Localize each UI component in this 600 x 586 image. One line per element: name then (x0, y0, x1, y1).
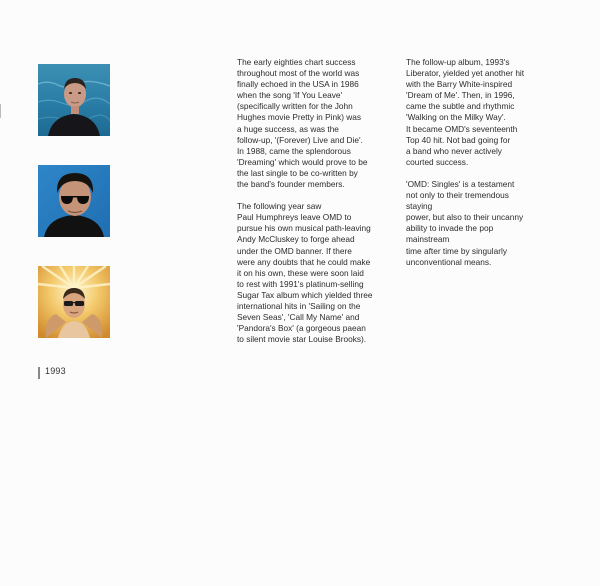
portrait-photo-sea (38, 64, 110, 136)
text-column-right (406, 57, 536, 279)
portrait-sun-rays-icon (38, 266, 110, 338)
portrait-sea-icon (38, 64, 110, 136)
year-label: 1993 (45, 366, 66, 376)
year-marker-bar (38, 367, 40, 379)
portrait-photo-sun-rays (38, 266, 110, 338)
paragraph: The follow-up album, 1993's Liberator, yielded yet another hit with the Barry White-inspired 'Dream of Me'. Then, in 1996, came the subtle and rhythmic 'Walking on the Milky Way'. It became OMD's seventeenth Top 40 hit. Not bad going for a band who never actively courted success. (406, 57, 525, 167)
text-column-left (237, 57, 393, 356)
portrait-photo-sunglasses (38, 165, 110, 237)
portrait-sunglasses-icon (38, 165, 110, 237)
paragraph: 'OMD: Singles' is a testament not only to their tremendous staying power, but also to their uncanny ability to invade the pop mainstream time after time by singularly unconventional means. (406, 178, 524, 267)
edge-mark (0, 104, 1, 118)
paragraph: The following year saw Paul Humphreys leave OMD to pursue his own musical path-leaving Andy McCluskey to forge ahead under the OMD banner. If there were any doubts that he could make it on his own, these were soon laid to rest with 1991's platinum-selling Sugar Tax album which yielded three international hits in 'Sailing on the Seven Seas', 'Call My Name' and 'Pandora's Box' (a gorgeous paean to silent movie star Louise Brooks). (237, 201, 373, 345)
paragraph: The early eighties chart success throughout most of the world was finally echoed in the USA in 1986 when the song 'If You Leave' (specifically written for the John Hughes movie Pretty in Pink) was a huge success, as was the follow-up, '(Forever) Live and Die'. In 1988, came the splendorous 'Dreaming' which would prove to be the last single to be co-written by the band's founder members. (237, 57, 368, 190)
